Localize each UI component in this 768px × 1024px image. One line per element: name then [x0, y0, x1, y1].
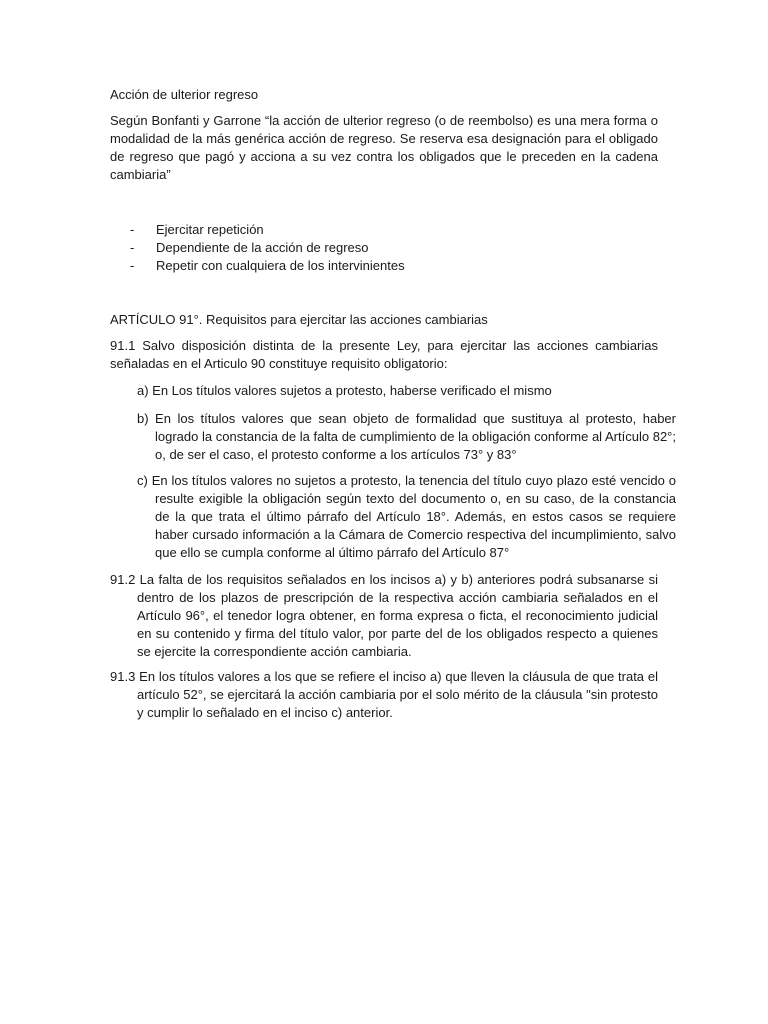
requirement-item-c: c) En los títulos valores no sujetos a protesto, la tenencia del título cuyo plazo esté vencido o resulte exigible la obligación según texto del documento o, en su caso, de la constancia de la que trata el último párrafo del Artículo 18°. Además, en estos casos se requiere haber cursado información a la Cámara de Comercio respectiva del incumplimiento, salvo que ello se cumpla conforme al último párrafo del Artículo 87°	[137, 473, 676, 560]
bullet-item	[130, 221, 405, 239]
bullet-marker: -	[130, 222, 135, 237]
section-title: Acción de ulterior regreso	[110, 87, 259, 102]
bullet-text: Ejercitar repetición	[156, 222, 264, 237]
paragraph-91-1: 91.1 Salvo disposición distinta de la presente Ley, para ejercitar las acciones cambiarias señaladas en el Articulo 90 constituye requisito obligatorio:	[110, 338, 658, 371]
bullet-item	[130, 257, 405, 275]
bullet-list	[130, 221, 405, 275]
bullet-marker: -	[130, 258, 135, 273]
paragraph-91-3: 91.3 En los títulos valores a los que se refiere el inciso a) que lleven la cláusula de que trata el artículo 52°, se ejercitará la acción cambiaria por el solo mérito de la cláusula "sin protesto y cumplir lo señalado en el inciso c) anterior.	[110, 669, 658, 720]
paragraph-91-2: 91.2 La falta de los requisitos señalados en los incisos a) y b) anteriores podrá subsanarse si dentro de los plazos de prescripción de la respectiva acción cambiaria señalados en el Artículo 96°, el tenedor logra obtener, en forma expresa o ficta, el reconocimiento judicial en su contenido y firma del título valor, por parte del de los obligados respecto a quienes se ejercite la correspondiente acción cambiaria.	[110, 572, 658, 659]
requirement-item-a: a) En Los títulos valores sujetos a protesto, haberse verificado el mismo	[137, 383, 552, 398]
bullet-text: Dependiente de la acción de regreso	[156, 240, 369, 255]
article-title: ARTÍCULO 91°. Requisitos para ejercitar las acciones cambiarias	[110, 312, 488, 327]
quote-paragraph: Según Bonfanti y Garrone “la acción de ulterior regreso (o de reembolso) es una mera forma o modalidad de la más genérica acción de regreso. Se reserva esa designación para el obligado de regreso que pagó y acciona a su vez contra los obligados que le preceden en la cadena cambiaria”	[110, 113, 658, 182]
bullet-marker: -	[130, 240, 135, 255]
requirement-item-b: b) En los títulos valores que sean objeto de formalidad que sustituya al protesto, haber logrado la constancia de la falta de cumplimiento de la obligación conforme al Artículo 82°; o, de ser el caso, el protesto conforme a los artículos 73° y 83°	[137, 411, 676, 462]
bullet-item	[130, 239, 405, 257]
bullet-text: Repetir con cualquiera de los intervinientes	[156, 258, 405, 273]
